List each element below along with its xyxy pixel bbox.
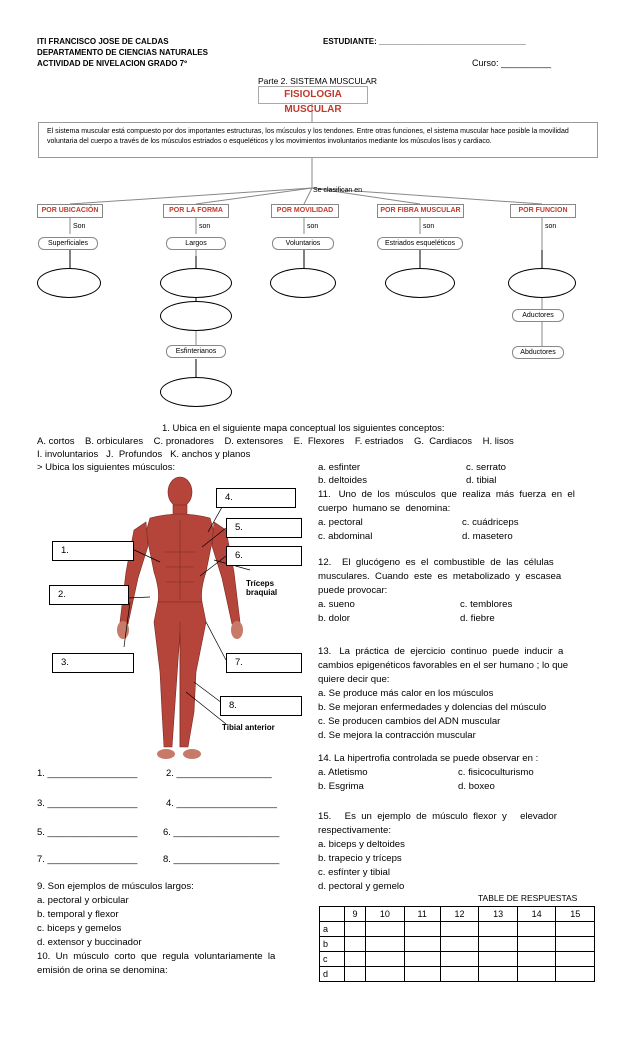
muscle-option-c: c. serrato [466, 462, 506, 473]
answer-cell[interactable] [440, 967, 479, 982]
q1-instruction: 1. Ubica en el siguiente mapa conceptual los siguientes conceptos: [162, 423, 445, 434]
q14-option-a[interactable]: a. Atletismo [318, 767, 368, 778]
q11-option-b[interactable]: c. abdominal [318, 531, 373, 542]
answer-cell[interactable] [366, 922, 405, 937]
item-estriados: Estriados esqueléticos [377, 237, 463, 250]
figure-label-5[interactable]: 5. [226, 518, 302, 538]
q13-line3: quiere decir que: [318, 674, 390, 685]
q9-option-a[interactable]: a. pectoral y orbicular [37, 895, 129, 906]
answer-cell[interactable] [479, 922, 518, 937]
concept-map-intro: El sistema muscular está compuesto por dos importantes estructuras, los músculos y los tendones. Entre otras funciones, el sistema muscular hace posible la movilidad voluntaria del cuerpo a través de los músculos estriados o esqueléticos y los movimientos involuntarios mediante los músculos lisos y cardiaco. [38, 122, 598, 158]
answer-oval[interactable] [37, 268, 101, 298]
connector-text: son [307, 223, 319, 230]
answer-cell[interactable] [366, 967, 405, 982]
connector-text: son [199, 223, 211, 230]
q13-option-c[interactable]: c. Se producen cambios del ADN muscular [318, 716, 501, 727]
category-forma: POR LA FORMA [163, 204, 229, 218]
q9-option-b[interactable]: b. temporal y flexor [37, 909, 119, 920]
part-title: Parte 2. SISTEMA MUSCULAR [258, 76, 378, 86]
item-esfinterianos: Esfinterianos [166, 345, 226, 358]
q15-line2: respectivamente: [318, 825, 392, 836]
answer-line-2[interactable]: 2. __________________ [166, 768, 272, 779]
answer-line-4[interactable]: 4. ___________________ [166, 798, 277, 809]
answer-line-5[interactable]: 5. _________________ [37, 827, 138, 838]
q9-option-d[interactable]: d. extensor y buccinador [37, 937, 142, 948]
q12-option-d[interactable]: d. fiebre [460, 613, 495, 624]
answer-line-6[interactable]: 6. ____________________ [163, 827, 280, 838]
figure-label-3[interactable]: 3. [52, 653, 134, 673]
table-column-header: 9 [345, 907, 366, 922]
q9-question: 9. Son ejemplos de músculos largos: [37, 881, 194, 892]
answer-cell[interactable] [345, 952, 366, 967]
answer-cell[interactable] [556, 952, 595, 967]
muscle-option-b: b. deltoides [318, 475, 368, 486]
answer-line-8[interactable]: 8. ____________________ [163, 854, 280, 865]
item-largos: Largos [166, 237, 226, 250]
figure-label-6[interactable]: 6. [226, 546, 302, 566]
answer-cell[interactable] [345, 967, 366, 982]
answer-cell[interactable] [479, 937, 518, 952]
answer-cell[interactable] [366, 937, 405, 952]
answer-cell[interactable] [517, 922, 556, 937]
triceps-label: Tríceps braquial [246, 579, 278, 597]
answer-cell[interactable] [556, 967, 595, 982]
table-row-header: d [320, 967, 345, 982]
answer-cell[interactable] [556, 922, 595, 937]
q12-line3: puede provocar: [318, 585, 388, 596]
answer-cell[interactable] [517, 952, 556, 967]
q14-option-c[interactable]: c. fisicoculturismo [458, 767, 534, 778]
q13-option-b[interactable]: b. Se mejoran enfermedades y dolencias del músculo [318, 702, 547, 713]
q12-option-c[interactable]: c. temblores [460, 599, 513, 610]
q11-option-c[interactable]: c. cuádriceps [462, 517, 519, 528]
figure-label-8[interactable]: 8. [220, 696, 302, 716]
figure-label-4[interactable]: 4. [216, 488, 296, 508]
table-column-header: 12 [440, 907, 479, 922]
muscle-figure [110, 472, 310, 762]
answer-oval[interactable] [385, 268, 455, 298]
table-row-header: b [320, 937, 345, 952]
q14-option-d[interactable]: d. boxeo [458, 781, 495, 792]
category-movilidad: POR MOVILIDAD [271, 204, 339, 218]
q15-line1: 15. Es un ejemplo de músculo flexor y elevador [318, 811, 557, 822]
answer-oval[interactable] [160, 377, 232, 407]
table-corner [320, 907, 345, 922]
q15-option-b[interactable]: b. trapecio y tríceps [318, 853, 402, 864]
table-column-header: 10 [366, 907, 405, 922]
q14-line1: 14. La hipertrofia controlada se puede observar en : [318, 753, 539, 764]
answer-line-1[interactable]: 1. _________________ [37, 768, 138, 779]
q15-option-d[interactable]: d. pectoral y gemelo [318, 881, 405, 892]
answers-table-title: TABLE DE RESPUESTAS [478, 893, 578, 903]
muscle-option-d: d. tibial [466, 475, 497, 486]
q11-line1: 11. Uno de los músculos que realiza más fuerza en el [318, 489, 575, 500]
figure-label-7[interactable]: 7. [226, 653, 302, 673]
table-row-header: a [320, 922, 345, 937]
q1-concepts-line2: I. involuntarios J. Profundos K. anchos y planos [37, 449, 251, 460]
answer-oval[interactable] [160, 301, 232, 331]
answer-line-3[interactable]: 3. _________________ [37, 798, 138, 809]
answer-oval[interactable] [508, 268, 576, 298]
q13-line1: 13. La práctica de ejercicio continuo puede inducir a [318, 646, 564, 657]
answer-oval[interactable] [270, 268, 336, 298]
category-funcion: POR FUNCION [510, 204, 576, 218]
answer-cell[interactable] [345, 922, 366, 937]
answer-cell[interactable] [479, 952, 518, 967]
q11-option-d[interactable]: d. masetero [462, 531, 513, 542]
answer-cell[interactable] [404, 922, 440, 937]
answer-cell[interactable] [440, 952, 479, 967]
link-text: Se clasifican en [313, 187, 363, 194]
table-row [320, 967, 595, 982]
item-abductores: Abductores [512, 346, 564, 359]
answers-table [319, 906, 595, 982]
item-voluntarios: Voluntarios [272, 237, 334, 250]
figure-label-2[interactable]: 2. [49, 585, 129, 605]
table-column-header: 11 [404, 907, 440, 922]
answer-cell[interactable] [404, 937, 440, 952]
q13-option-d[interactable]: d. Se mejora la contracción muscular [318, 730, 476, 741]
q15-option-c[interactable]: c. esfínter y tibial [318, 867, 390, 878]
category-fibra: POR FIBRA MUSCULAR [377, 204, 464, 218]
answer-cell[interactable] [404, 967, 440, 982]
activity-title: ACTIVIDAD DE NIVELACION GRADO 7º [37, 59, 188, 68]
table-column-header: 14 [517, 907, 556, 922]
answer-cell[interactable] [517, 937, 556, 952]
concept-map-title: FISIOLOGIA MUSCULAR [258, 86, 368, 104]
table-row [320, 922, 595, 937]
answer-cell[interactable] [517, 967, 556, 982]
answer-cell[interactable] [404, 952, 440, 967]
q11-option-a[interactable]: a. pectoral [318, 517, 363, 528]
table-row [320, 937, 595, 952]
table-column-header: 13 [479, 907, 518, 922]
connector-text: Son [73, 223, 86, 230]
school-name: ITI FRANCISCO JOSE DE CALDAS [37, 37, 169, 46]
answer-cell[interactable] [366, 952, 405, 967]
table-row-header: c [320, 952, 345, 967]
muscles-instruction: > Ubica los siguientes músculos: [37, 462, 176, 473]
item-superficiales: Superficiales [38, 237, 98, 250]
item-aductores: Aductores [512, 309, 564, 322]
connector-text: son [545, 223, 557, 230]
student-field[interactable]: ESTUDIANTE: _________________________________ [323, 37, 526, 46]
answer-oval[interactable] [160, 268, 232, 298]
q9-option-c[interactable]: c. biceps y gemelos [37, 923, 122, 934]
q1-concepts-line1: A. cortos B. orbiculares C. pronadores D. extensores E. Flexores F. estriados G. Cardiacos H. lisos [37, 436, 514, 447]
q13-line2: cambios epigenéticos favorables en el ser humano ; lo que [318, 660, 569, 671]
tibial-label: Tibial anterior [222, 723, 275, 732]
table-column-header: 15 [556, 907, 595, 922]
answer-cell[interactable] [440, 937, 479, 952]
q10-line2: emisión de orina se denomina: [37, 965, 168, 976]
category-ubicacion: POR UBICACIÓN [37, 204, 103, 218]
q10-line1: 10. Un músculo corto que regula voluntariamente la [37, 951, 276, 962]
q15-option-a[interactable]: a. biceps y deltoides [318, 839, 405, 850]
q14-option-b[interactable]: b. Esgrima [318, 781, 364, 792]
figure-label-1[interactable]: 1. [52, 541, 134, 561]
muscle-option-a: a. esfinter [318, 462, 361, 473]
answer-cell[interactable] [440, 922, 479, 937]
department-name: DEPARTAMENTO DE CIENCIAS NATURALES [37, 48, 208, 57]
q12-line2: musculares. Cuando este es metabolizado y escasea [318, 571, 562, 582]
q13-option-a[interactable]: a. Se produce más calor en los músculos [318, 688, 494, 699]
table-row [320, 952, 595, 967]
answer-cell[interactable] [479, 967, 518, 982]
q12-option-b[interactable]: b. dolor [318, 613, 350, 624]
course-field[interactable]: Curso: __________ [472, 58, 552, 68]
q12-option-a[interactable]: a. sueno [318, 599, 355, 610]
answer-line-7[interactable]: 7. _________________ [37, 854, 138, 865]
answer-cell[interactable] [345, 937, 366, 952]
q12-line1: 12. El glucógeno es el combustible de las células [318, 557, 554, 568]
table-header-row [320, 907, 595, 922]
q11-line2: cuerpo humano se denomina: [318, 503, 451, 514]
answer-cell[interactable] [556, 937, 595, 952]
connector-text: son [423, 223, 435, 230]
